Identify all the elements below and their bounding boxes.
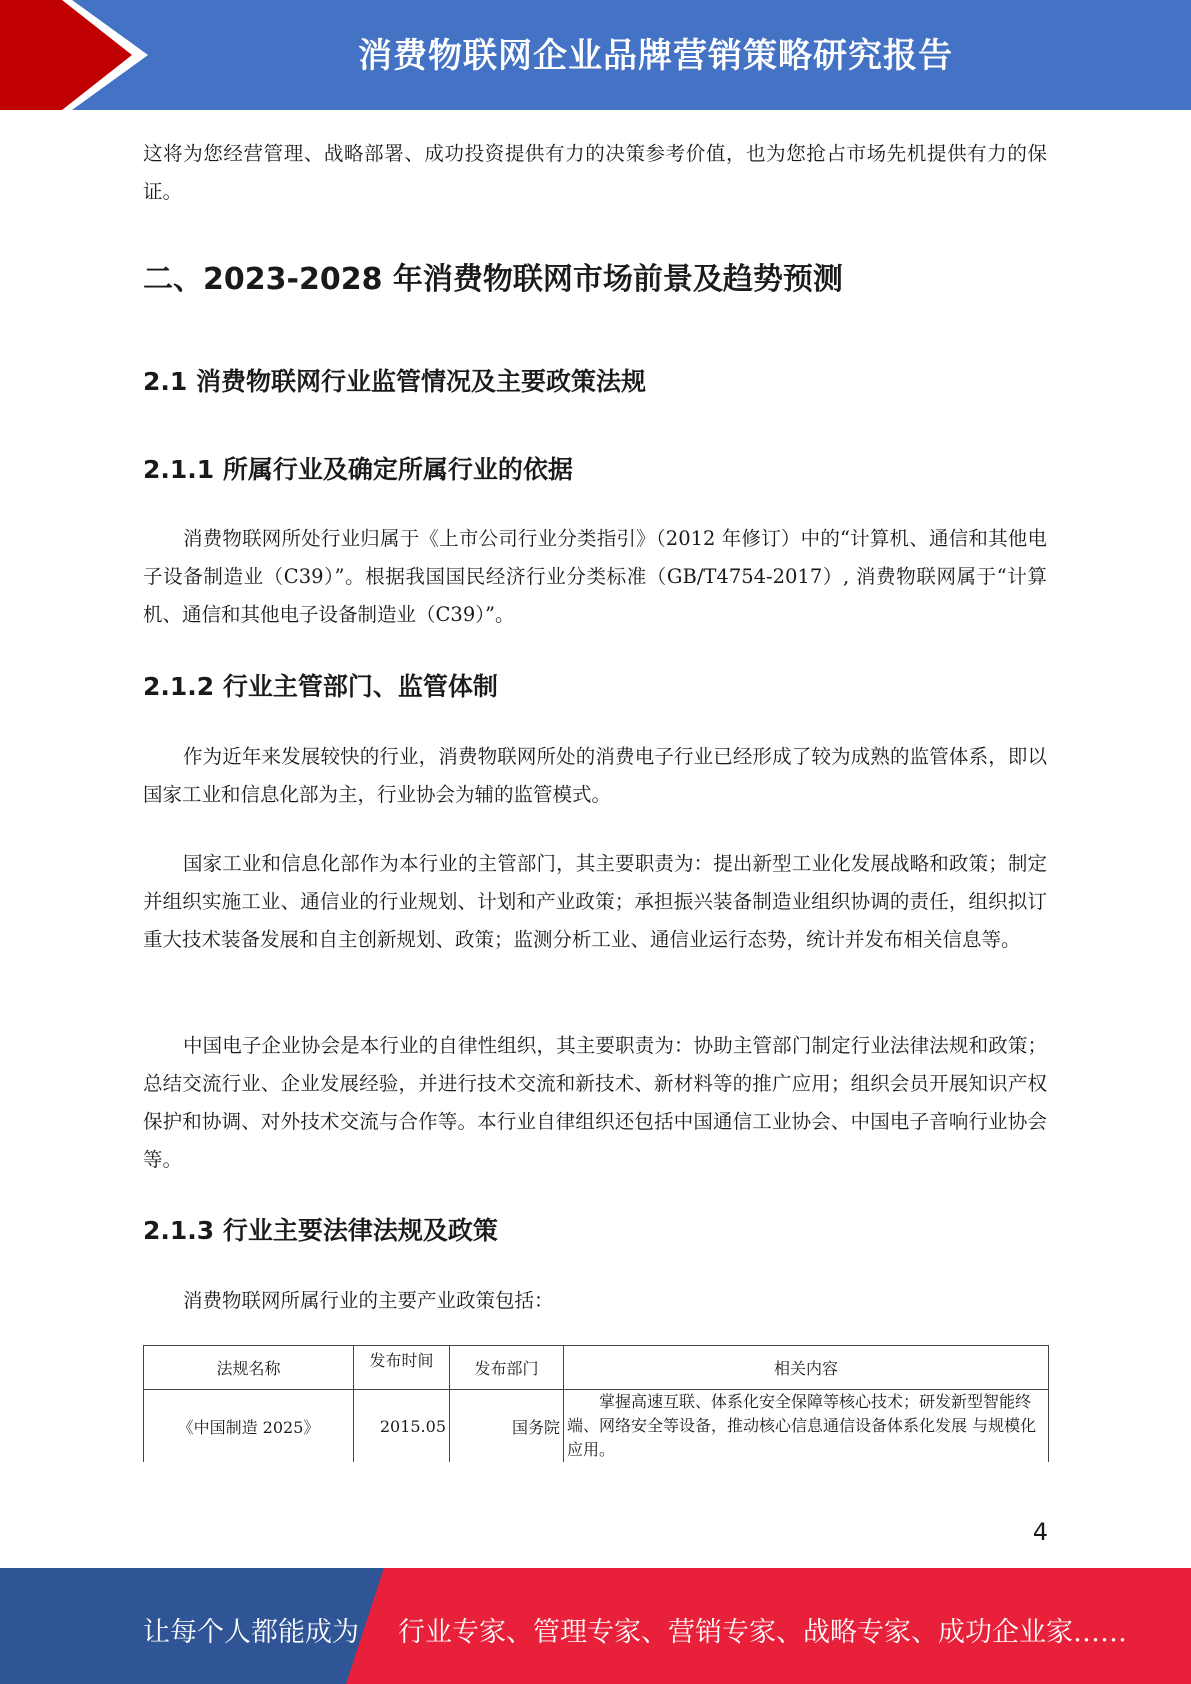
paragraph-2-1-2-c: 中国电子企业协会是本行业的自律性组织，其主要职责为：协助主管部门制定行业法律法规和政策；总结交流行业、企业发展经验，并进行技术交流和新技术、新材料等的推广应用；组织会员开展知识产权保护和协调、对外技术交流与合作等。本行业自律组织还包括中国通信工业协会、中国电子音响行业协会等。 <box>143 1034 1047 1171</box>
table-cell-name: 《中国制造 2025》 <box>144 1390 354 1463</box>
page-footer <box>0 1568 1191 1684</box>
table-header-cell: 相关内容 <box>564 1346 1049 1390</box>
table-header-cell: 发布时间 <box>354 1346 450 1390</box>
paragraph-2-1-2-b: 国家工业和信息化部作为本行业的主管部门，其主要职责为：提出新型工业化发展战略和政策；制定并组织实施工业、通信业的行业规划、计划和产业政策；承担振兴装备制造业组织协调的责任，组织拟订重大技术装备发展和自主创新规划、政策；监测分析工业、通信业运行态势，统计并发布相关信息等。 <box>143 852 1047 951</box>
table-row <box>144 1390 1049 1463</box>
intro-paragraph: 这将为您经营管理、战略部署、成功投资提供有力的决策参考价值，也为您抢占市场先机提供有力的保证。 <box>143 142 1047 203</box>
table-header-cell: 法规名称 <box>144 1346 354 1390</box>
section-heading: 二、2023-2028 年消费物联网市场前景及趋势预测 <box>143 262 843 297</box>
table-cell-content: 掌握高速互联、体系化安全保障等核心技术；研发新型智能终端、网络安全等设备，推动核心信息通信设备体系化发展 与规模化应用。 <box>564 1390 1049 1463</box>
paragraph-2-1-1: 消费物联网所处行业归属于《上市公司行业分类指引》（2012 年修订）中的“计算机、通信和其他电子设备制造业（C39）”。根据我国国民经济行业分类标准（GB/T4754-2017）, 消费物联网属于“计算机、通信和其他电子设备制造业（C39）”。 <box>143 527 1047 626</box>
heading-2-1-1: 2.1.1 所属行业及确定所属行业的依据 <box>143 455 573 484</box>
paragraph-2-1-2-a: 作为近年来发展较快的行业，消费物联网所处的消费电子行业已经形成了较为成熟的监管体系，即以国家工业和信息化部为主，行业协会为辅的监管模式。 <box>143 745 1047 806</box>
report-title: 消费物联网企业品牌营销策略研究报告 <box>358 36 953 76</box>
heading-2-1-3: 2.1.3 行业主要法律法规及政策 <box>143 1216 498 1245</box>
table-cell-date: 2015.05 <box>354 1390 450 1463</box>
table-header-row <box>144 1346 1049 1390</box>
subsection-heading: 2.1 消费物联网行业监管情况及主要政策法规 <box>143 367 646 396</box>
table-header-cell: 发布部门 <box>450 1346 564 1390</box>
page-number: 4 <box>1032 1518 1048 1546</box>
policy-table <box>143 1345 1049 1462</box>
footer-slogan-right: 行业专家、管理专家、营销专家、战略专家、成功企业家…… <box>398 1617 1127 1648</box>
table-cell-dept: 国务院 <box>450 1390 564 1463</box>
paragraph-2-1-3: 消费物联网所属行业的主要产业政策包括： <box>183 1289 554 1312</box>
heading-2-1-2: 2.1.2 行业主管部门、监管体制 <box>143 672 498 701</box>
footer-slogan-left: 让每个人都能成为 <box>143 1617 359 1648</box>
